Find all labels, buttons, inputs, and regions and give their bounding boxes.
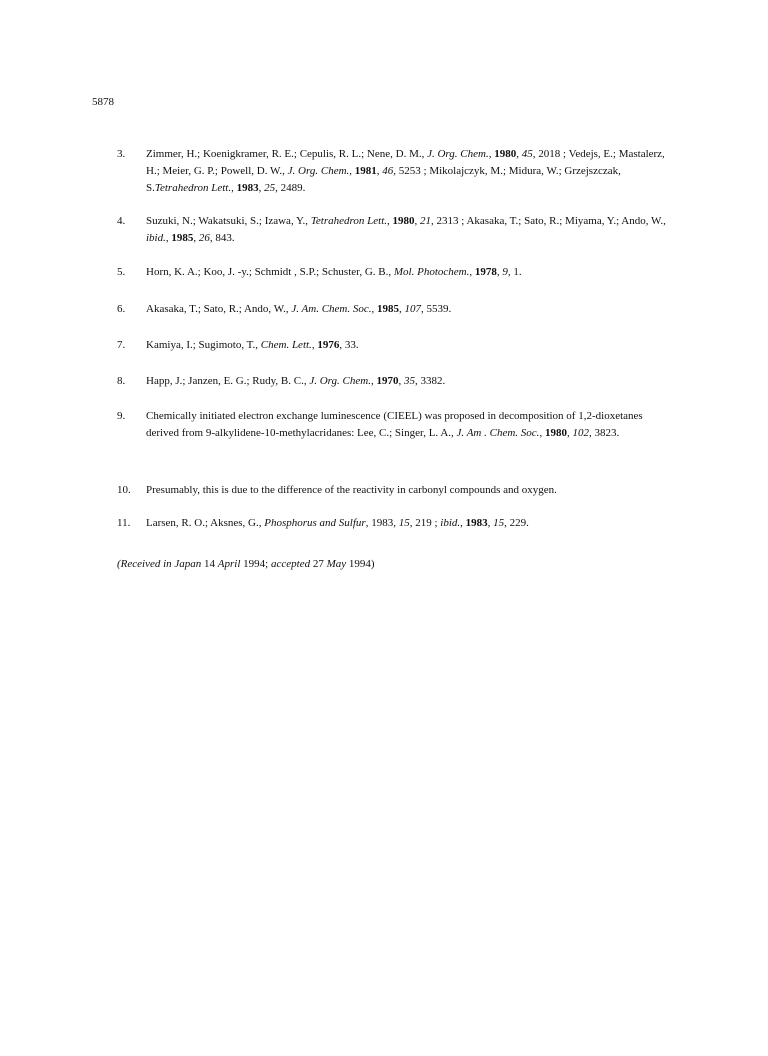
citation-text: , (566, 427, 573, 439)
citation-text: Larsen, R. O.; Aksnes, G., (146, 517, 265, 529)
citation-text: , (460, 517, 466, 529)
citation-text: , (165, 232, 172, 244)
citation-text: , (399, 303, 405, 315)
citation-text: Kamiya, I.; Sugimoto, T., (146, 339, 261, 351)
citation-text: Phosphorus and Sulfur (264, 517, 366, 529)
citation-text: 27 (310, 558, 327, 570)
citation-text: , 843. (209, 232, 235, 244)
citation-text: 1978 (474, 266, 497, 278)
citation-text: 1983 (465, 517, 488, 529)
citation-text: 1980 (494, 148, 517, 160)
citation-text: , 33. (339, 339, 359, 351)
reference-item (117, 373, 677, 390)
citation-text: ibid. (440, 517, 461, 529)
reference-text (146, 515, 677, 532)
citation-text: May (326, 558, 347, 570)
citation-text: J. Org. Chem. (287, 165, 350, 177)
citation-text: (Received in Japan (117, 558, 202, 570)
citation-text: , 2489. (275, 182, 306, 194)
citation-text: 1985 (171, 232, 194, 244)
reference-text (146, 264, 677, 281)
citation-text: 1980 (544, 427, 567, 439)
citation-text: 1981 (354, 165, 377, 177)
reference-number: 7. (117, 339, 126, 351)
reference-number: 5. (117, 266, 126, 278)
citation-text: 15 (398, 517, 410, 529)
citation-text: , (371, 303, 377, 315)
citation-text: 9 (502, 266, 508, 278)
citation-text: Mol. Photochem. (393, 266, 470, 278)
citation-text: , 2018 ; Vedejs, E.; Mastalerz, H.; Meier, G. P.; Powell, D. W., (146, 148, 665, 177)
citation-text: , 2313 ; Akasaka, T.; Sato, R.; Miyama, Y.; Ando, W., (431, 215, 666, 227)
reference-number: 6. (117, 303, 126, 315)
citation-text: , (398, 375, 404, 387)
reference-number: 4. (117, 215, 126, 227)
reference-item (117, 337, 677, 354)
citation-text: , (496, 266, 503, 278)
reference-item (117, 146, 677, 197)
citation-text: , (258, 182, 265, 194)
reference-text (146, 482, 677, 499)
citation-text: , (516, 148, 522, 160)
citation-text: 1994) (346, 558, 375, 570)
reference-item (117, 408, 677, 442)
citation-text: , 5539. (421, 303, 452, 315)
page-number: 5878 (92, 96, 114, 108)
citation-text: Chem. Lett. (260, 339, 312, 351)
citation-text: , (539, 427, 545, 439)
reference-item (117, 515, 677, 532)
citation-text: J. Org. Chem. (309, 375, 371, 387)
citation-text: Tetrahedron Lett. (310, 215, 388, 227)
citation-text: accepted (270, 558, 311, 570)
citation-text: Chemically initiated electron exchange luminescence (CIEEL) was proposed in decomposition of 1,2-dioxetanes derived from 9-alkylidene-10-methylacridanes: Lee, C.; Singer, L. A., (146, 410, 643, 439)
citation-text: Akasaka, T.; Sato, R.; Ando, W., (146, 303, 292, 315)
citation-text: 35 (403, 375, 415, 387)
citation-text: , 3823. (588, 427, 620, 439)
citation-text: Horn, K. A.; Koo, J. -y.; Schmidt , S.P.; Schuster, G. B., (146, 266, 394, 278)
citation-text: 1976 (317, 339, 340, 351)
citation-text: , (414, 215, 421, 227)
citation-text: Happ, J.; Janzen, E. G.; Rudy, B. C., (146, 375, 310, 387)
received-note (117, 556, 677, 573)
citation-text: 107 (404, 303, 421, 315)
reference-number: 10. (117, 484, 131, 496)
citation-text: Suzuki, N.; Wakatsuki, S.; Izawa, Y., (146, 215, 311, 227)
citation-text: J. Org. Chem. (427, 148, 489, 160)
citation-text: , 1. (507, 266, 522, 278)
citation-text: ibid. (146, 232, 166, 244)
citation-text: 45 (521, 148, 533, 160)
citation-text: , (387, 215, 393, 227)
citation-text: 1970 (376, 375, 399, 387)
reference-item (117, 301, 677, 318)
citation-text: , (231, 182, 237, 194)
citation-text: 1985 (377, 303, 399, 315)
citation-text: 21 (420, 215, 432, 227)
reference-item (117, 213, 677, 247)
citation-text: 102 (572, 427, 589, 439)
citation-text: Tetrahedron Lett. (154, 182, 232, 194)
reference-number: 9. (117, 410, 126, 422)
citation-text: , (311, 339, 318, 351)
citation-text: 15 (493, 517, 505, 529)
citation-text: , 1983, (365, 517, 399, 529)
citation-text: 1994; (240, 558, 271, 570)
citation-text: , (370, 375, 377, 387)
reference-item (117, 482, 677, 499)
citation-text: Presumably, this is due to the difference of the reactivity in carbonyl compounds and oxygen. (146, 484, 557, 496)
citation-text: , (193, 232, 199, 244)
citation-text: 14 (201, 558, 218, 570)
citation-text: April (217, 558, 241, 570)
reference-number: 8. (117, 375, 126, 387)
citation-text: , 3382. (414, 375, 446, 387)
citation-text: J. Am . Chem. Soc. (456, 427, 540, 439)
citation-text: Zimmer, H.; Koenigkramer, R. E.; Cepulis, R. L.; Nene, D. M., (146, 148, 428, 160)
citation-text: , (469, 266, 475, 278)
reference-text (146, 301, 677, 318)
reference-number: 11. (117, 517, 131, 529)
reference-item (117, 264, 677, 281)
citation-text: , 229. (504, 517, 529, 529)
citation-text: , 219 ; (409, 517, 441, 529)
citation-text: , (349, 165, 355, 177)
citation-text: , (487, 517, 494, 529)
citation-text: 46 (382, 165, 394, 177)
citation-text: , (488, 148, 495, 160)
citation-text: 26 (198, 232, 210, 244)
citation-text: J. Am. Chem. Soc. (291, 303, 372, 315)
citation-text: , 5253 ; Mikolajczyk, M.; Midura, W.; Grzejszczak, S. (146, 165, 621, 194)
reference-number: 3. (117, 148, 126, 160)
reference-text (146, 408, 677, 442)
citation-text: , (376, 165, 383, 177)
reference-text (146, 213, 677, 247)
citation-text: 25 (264, 182, 276, 194)
reference-text (146, 337, 677, 354)
citation-text: 1980 (392, 215, 415, 227)
citation-text: 1983 (236, 182, 259, 194)
reference-text (146, 373, 677, 390)
reference-text (146, 146, 677, 197)
